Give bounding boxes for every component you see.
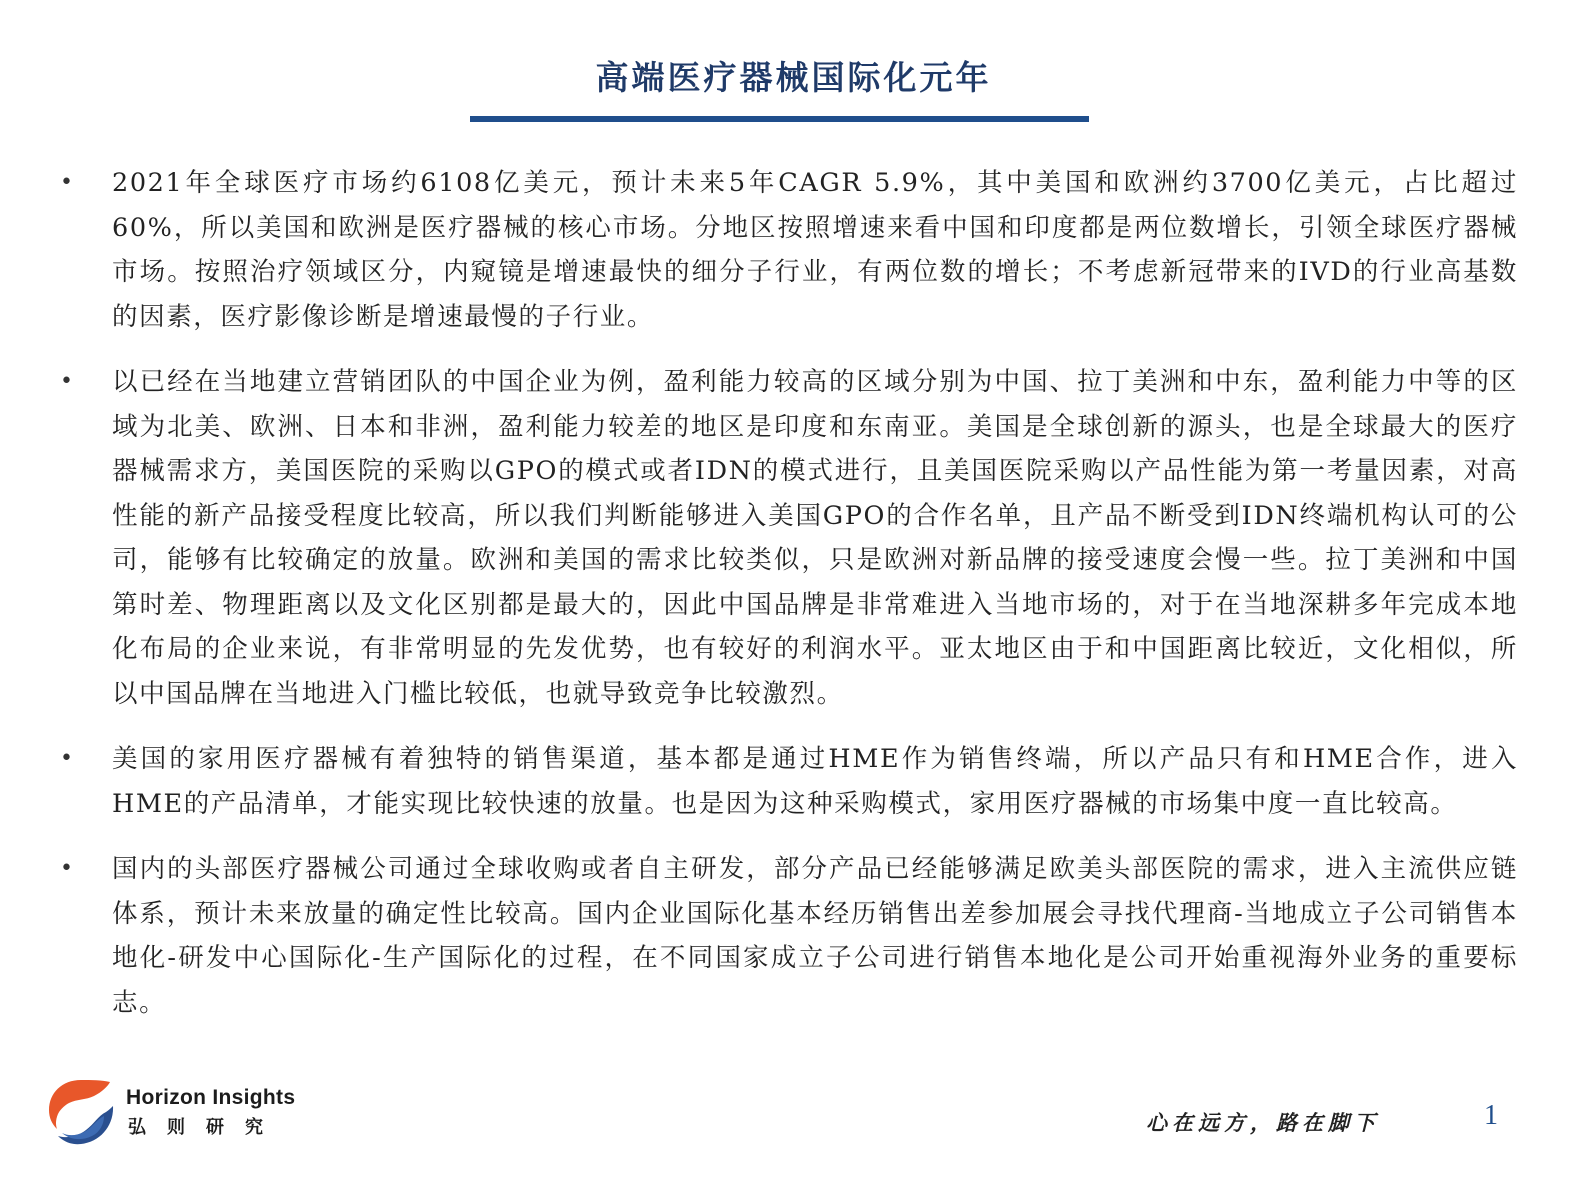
paragraph-text: 美国的家用医疗器械有着独特的销售渠道，基本都是通过HME作为销售终端，所以产品只有和HME合作，进入HME的产品清单，才能实现比较快速的放量。也是因为这种采购模式，家用医疗器械的市场集中度一直比较高。 [112, 744, 1518, 819]
bullet-item-regional-profitability [58, 360, 1518, 716]
paragraph-text: 以已经在当地建立营销团队的中国企业为例，盈利能力较高的区域分别为中国、拉丁美洲和中东，盈利能力中等的区域为北美、欧洲、日本和非洲，盈利能力较差的地区是印度和东南亚。美国是全球创新的源头，也是全球最大的医疗器械需求方，美国医院的采购以GPO的模式或者IDN的模式进行，且美国医院采购以产品性能为第一考量因素，对高性能的新产品接受程度比较高，所以我们判断能够进入美国GPO的合作名单，且产品不断受到IDN终端机构认可的公司，能够有比较确定的放量。欧洲和美国的需求比较类似，只是欧洲对新品牌的接受速度会慢一些。拉丁美洲和中国第时差、物理距离以及文化区别都是最大的，因此中国品牌是非常难进入当地市场的，对于在当地深耕多年完成本地化布局的企业来说，有非常明显的先发优势，也有较好的利润水平。亚太地区由于和中国距离比较近，文化相似，所以中国品牌在当地进入门槛比较低，也就导致竞争比较激烈。 [112, 367, 1518, 709]
bullet-icon: • [60, 369, 75, 394]
page-number: 1 [1484, 1100, 1498, 1131]
bullet-icon: • [60, 170, 75, 195]
paragraph-text: 2021年全球医疗市场约6108亿美元，预计未来5年CAGR 5.9%，其中美国和欧洲约3700亿美元，占比超过60%，所以美国和欧洲是医疗器械的核心市场。分地区按照增速来看中国和印度都是两位数增长，引领全球医疗器械市场。按照治疗领域区分，内窥镜是增速最快的细分子行业，有两位数的增长；不考虑新冠带来的IVD的行业高基数的因素，医疗影像诊断是增速最慢的子行业。 [112, 168, 1518, 332]
bullet-item-domestic-internationalization [58, 847, 1518, 1025]
brand-name: Horizon Insights [126, 1086, 296, 1109]
page-title: 高端医疗器械国际化元年 [595, 58, 992, 97]
horizon-insights-logo-icon [44, 1076, 118, 1148]
bullet-list [58, 161, 1518, 1025]
paragraph-text: 国内的头部医疗器械公司通过全球收购或者自主研发，部分产品已经能够满足欧美头部医院的需求，进入主流供应链体系，预计未来放量的确定性比较高。国内企业国际化基本经历销售出差参加展会寻找代理商-当地成立子公司销售本地化-研发中心国际化-生产国际化的过程，在不同国家成立子公司进行销售本地化是公司开始重视海外业务的重要标志。 [112, 854, 1518, 1018]
slogan: 心在远方，路在脚下 [1146, 1110, 1380, 1135]
brand-chinese-name: 弘则研究 [128, 1117, 284, 1138]
bullet-icon: • [60, 746, 75, 771]
bullet-item-home-medical-devices [58, 737, 1518, 826]
bullet-item-global-market [58, 161, 1518, 339]
title-underline [470, 116, 1089, 122]
bullet-icon: • [60, 856, 75, 881]
